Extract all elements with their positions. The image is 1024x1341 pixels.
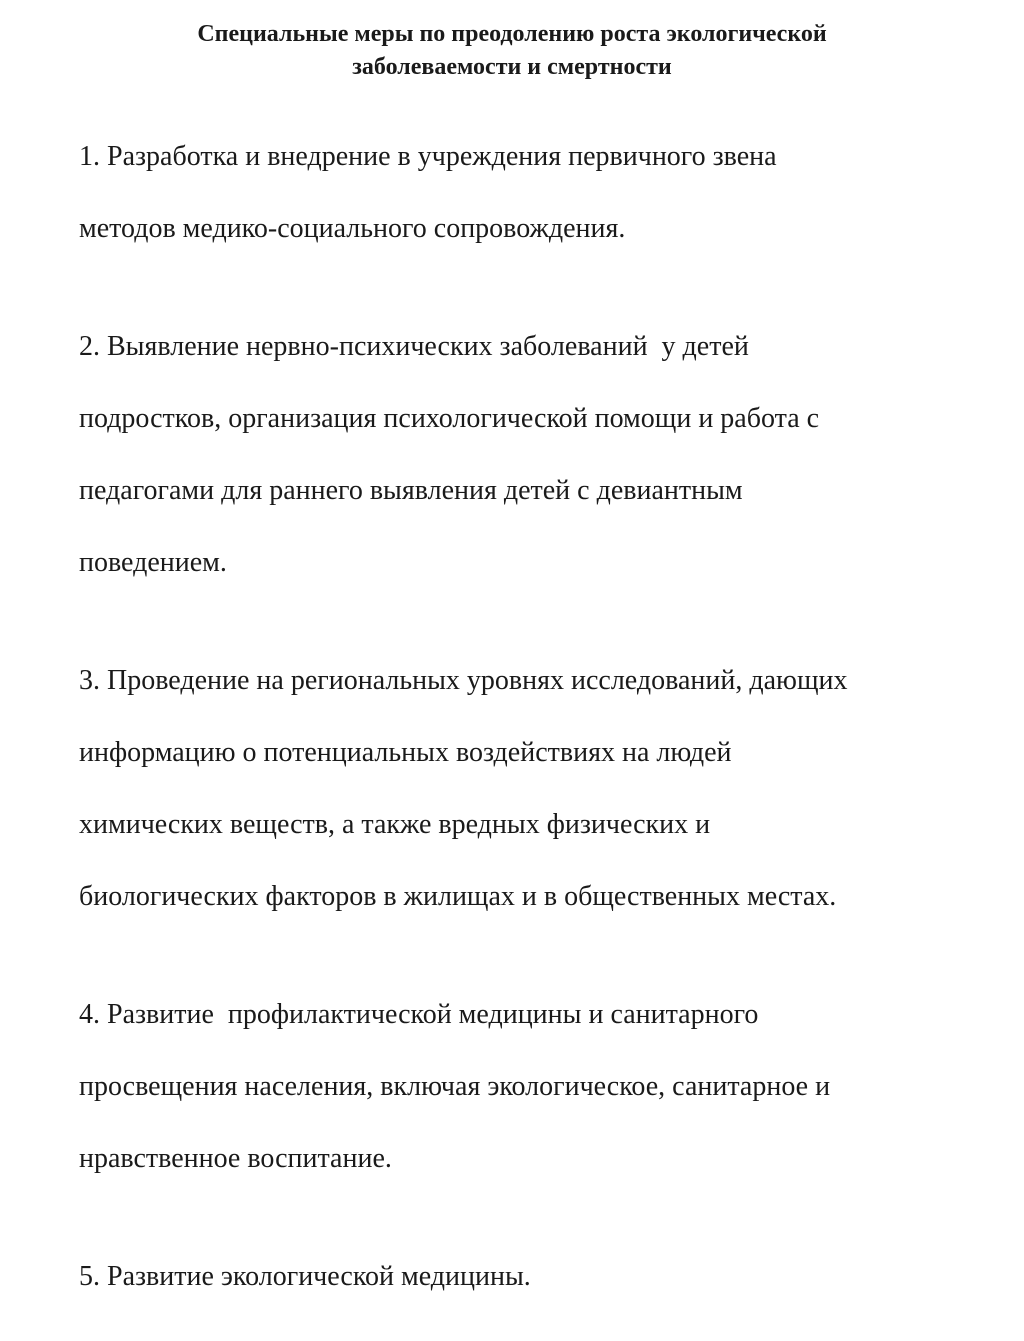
- measure-1-line-1: 1. Разработка и внедрение в учреждения первичного звена: [79, 141, 777, 172]
- measure-3-line-4: биологических факторов в жилищах и в общественных местах.: [79, 881, 837, 912]
- measure-2-line-2: подростков, организация психологической помощи и работа с: [79, 403, 820, 434]
- measure-item-2: [37, 293, 987, 617]
- measure-3-line-3: химических веществ, а также вредных физических и: [79, 809, 711, 840]
- measure-3-line-2: информацию о потенциальных воздействиях на людей: [79, 737, 732, 768]
- measure-2-line-3: педагогами для раннего выявления детей с девиантным: [79, 475, 743, 506]
- title-line-2: заболеваемости и смертности: [352, 54, 672, 80]
- measure-1-line-2: методов медико-социального сопровождения.: [79, 213, 626, 244]
- measure-2-line-4: поведением.: [79, 547, 227, 578]
- measure-item-1: [37, 103, 987, 283]
- measure-3-line-1: 3. Проведение на региональных уровнях исследований, дающих: [79, 665, 848, 696]
- measure-4-line-1: 4. Развитие профилактической медицины и санитарного: [79, 999, 759, 1030]
- measure-item-3: [37, 627, 987, 951]
- title-line-1: Специальные меры по преодолению роста экологической: [197, 21, 827, 47]
- slide-title: [60, 18, 964, 84]
- measures-list: [37, 103, 987, 1341]
- measure-4-line-2: просвещения населения, включая экологическое, санитарное и: [79, 1071, 831, 1102]
- measure-5-line-1: 5. Развитие экологической медицины.: [79, 1261, 531, 1292]
- measure-2-line-1: 2. Выявление нервно-психических заболеваний у детей: [79, 331, 749, 362]
- measure-4-line-3: нравственное воспитание.: [79, 1143, 392, 1174]
- measure-item-4: [37, 961, 987, 1213]
- measure-item-5: [37, 1223, 987, 1331]
